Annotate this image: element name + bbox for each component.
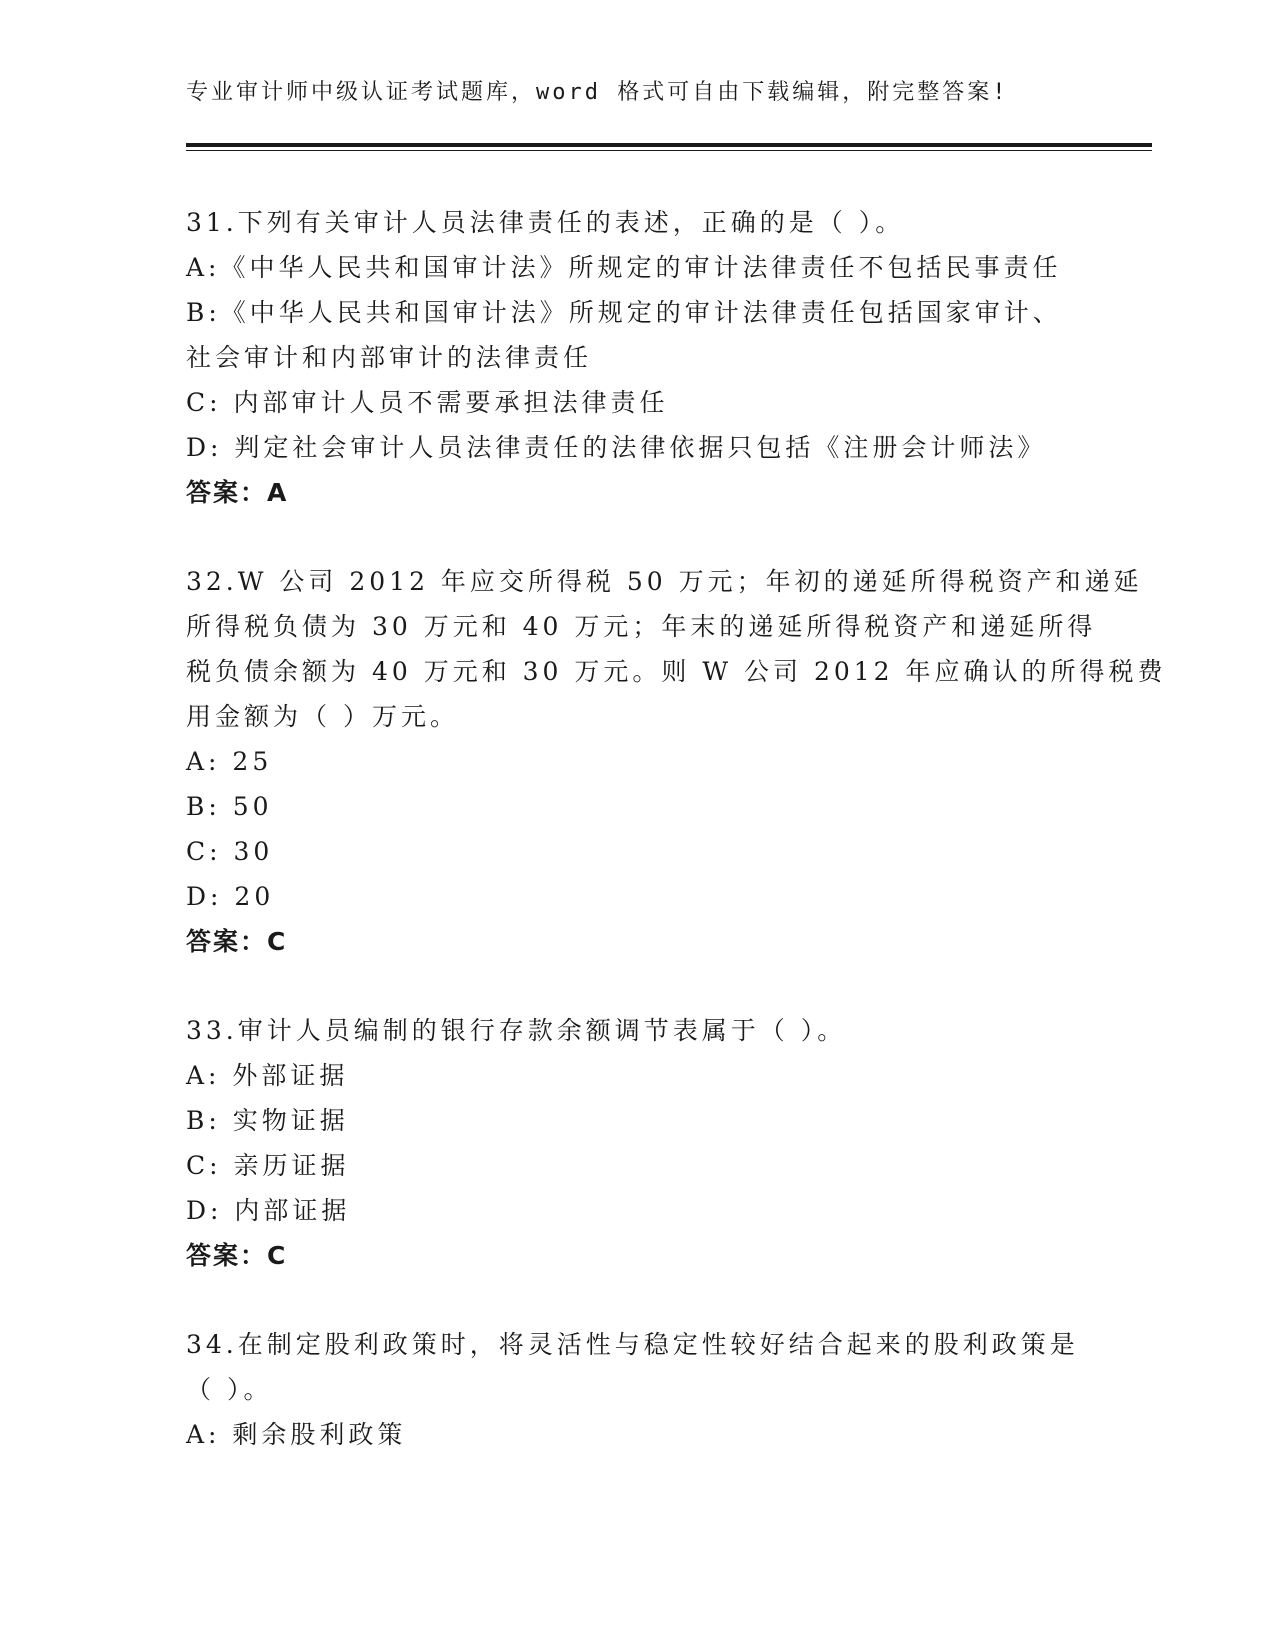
option-a: A: 剩余股利政策 (186, 1420, 407, 1449)
option-c: C: 30 (186, 837, 274, 866)
option-a: A:《中华人民共和国审计法》所规定的审计法律责任不包括民事责任 (186, 253, 1062, 282)
header-rule-thin (186, 150, 1152, 151)
page-header: 专业审计师中级认证考试题库，word 格式可自由下载编辑，附完整答案! (186, 80, 1009, 105)
question-stem-line: 所得税负债为 30 万元和 40 万元；年末的递延所得税资产和递延所得 (186, 612, 1097, 641)
option-a: A: 25 (186, 747, 273, 776)
question-list (186, 200, 1167, 1501)
option-b: B: 实物证据 (186, 1106, 349, 1135)
question-stem-line: 用金额为（ ）万元。 (186, 702, 459, 731)
question-stem-line: （ ）。 (186, 1375, 273, 1404)
option-c: C: 亲历证据 (186, 1151, 350, 1180)
question-stem-line: 税负债余额为 40 万元和 30 万元。则 W 公司 2012 年应确认的所得税费 (186, 657, 1167, 686)
option-c: C: 内部审计人员不需要承担法律责任 (186, 388, 669, 417)
question-stem-line: 32.W 公司 2012 年应交所得税 50 万元；年初的递延所得税资产和递延 (186, 567, 1143, 596)
question-34 (186, 1322, 1086, 1457)
option-d: D: 内部证据 (186, 1196, 351, 1225)
question-32 (186, 559, 1167, 964)
option-d: D: 判定社会审计人员法律责任的法律依据只包括《注册会计师法》 (186, 433, 1047, 462)
header-rule-thick (186, 143, 1152, 147)
question-31 (186, 200, 1086, 515)
option-b: B:《中华人民共和国审计法》所规定的审计法律责任包括国家审计、 (186, 298, 1062, 327)
answer-line: 答案：A (186, 478, 289, 507)
option-d: D: 20 (186, 882, 275, 911)
question-stem-line: 34.在制定股利政策时，将灵活性与稳定性较好结合起来的股利政策是 (186, 1330, 1079, 1359)
question-33 (186, 1008, 1086, 1278)
question-stem-line: 33.审计人员编制的银行存款余额调节表属于（ ）。 (186, 1016, 847, 1045)
answer-line: 答案：C (186, 1241, 288, 1270)
option-a: A: 外部证据 (186, 1061, 349, 1090)
question-stem-line: 31.下列有关审计人员法律责任的表述，正确的是（ ）。 (186, 208, 905, 237)
option-b-continued: 社会审计和内部审计的法律责任 (186, 343, 593, 372)
option-b: B: 50 (186, 792, 273, 821)
answer-line: 答案：C (186, 927, 288, 956)
